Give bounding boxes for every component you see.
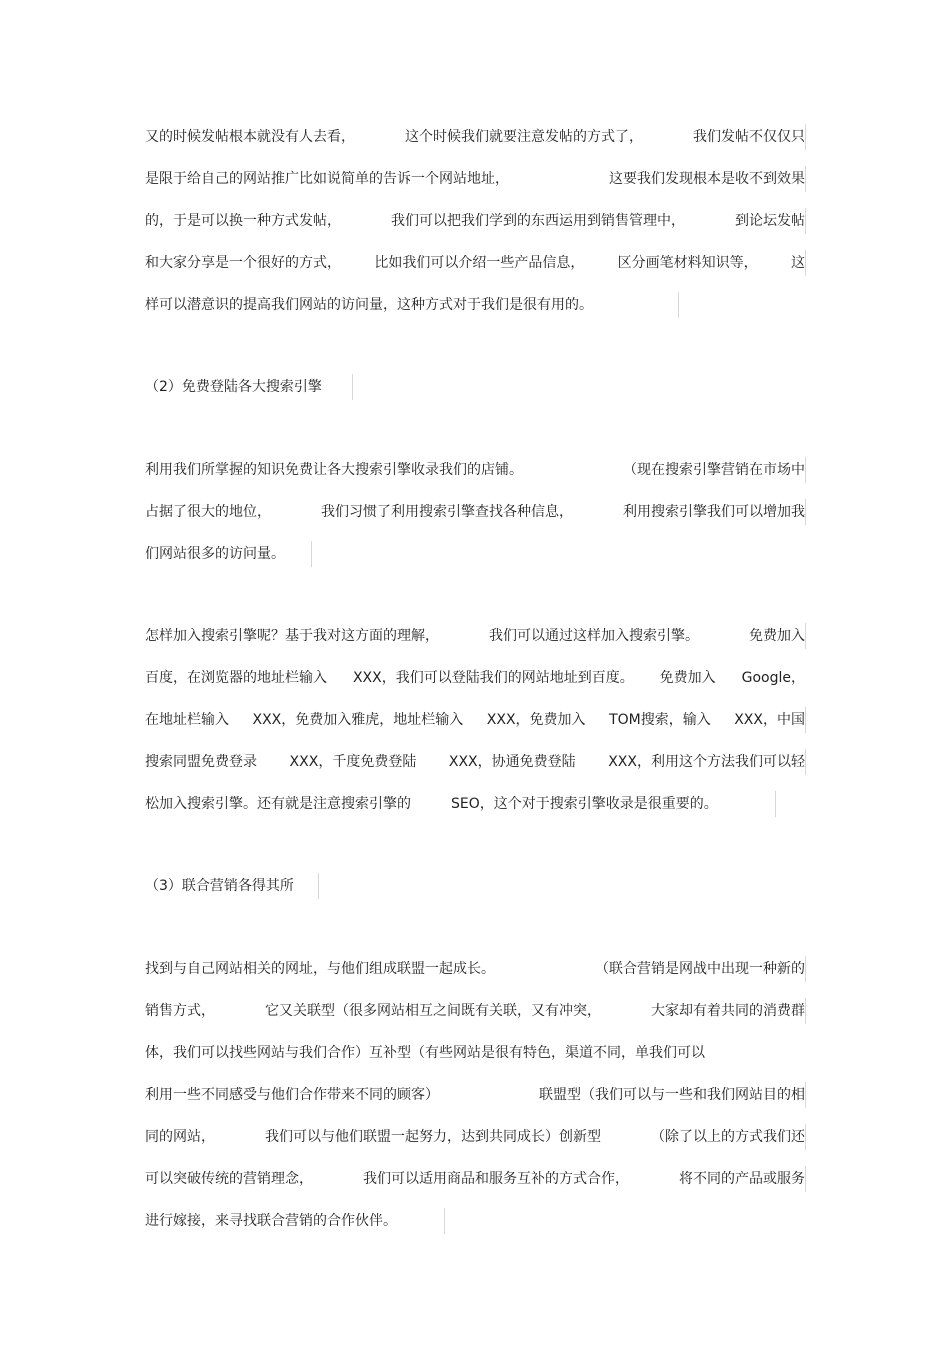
text-segment: 到论坛发帖 bbox=[735, 213, 805, 229]
divider bbox=[318, 873, 319, 899]
paragraph-3-line-4 bbox=[145, 752, 805, 772]
divider bbox=[805, 749, 806, 775]
text-segment: 我们发帖不仅仅只 bbox=[693, 129, 805, 145]
text-segment: 搜索同盟免费登录 bbox=[145, 754, 257, 770]
text-segment: 占据了很大的地位， bbox=[145, 504, 271, 520]
text-segment: XXX，中国 bbox=[734, 712, 805, 728]
text-segment: 松加入搜索引擎。还有就是注意搜索引擎的 bbox=[145, 796, 411, 812]
text-segment: 我们可以把我们学到的东西运用到销售管理中， bbox=[391, 213, 685, 229]
text-segment: （现在搜索引擎营销在市场中 bbox=[623, 462, 805, 478]
text-segment: 和大家分享是一个很好的方式， bbox=[145, 255, 341, 271]
divider bbox=[805, 457, 806, 483]
text-segment: 怎样加入搜索引擎呢？基于我对这方面的理解， bbox=[145, 628, 439, 644]
text-segment: 是限于给自己的网站推广比如说简单的告诉一个网站地址， bbox=[145, 171, 509, 187]
text-segment: 在地址栏输入 bbox=[145, 712, 229, 728]
divider bbox=[444, 1208, 445, 1234]
text-segment: 我们可以适用商品和服务互补的方式合作， bbox=[363, 1171, 629, 1187]
text-segment: 可以突破传统的营销理念， bbox=[145, 1171, 313, 1187]
text-segment: 利用一些不同感受与他们合作带来不同的顾客） bbox=[145, 1087, 439, 1103]
text-segment: 这个时候我们就要注意发帖的方式了， bbox=[405, 129, 643, 145]
text-segment: TOM搜索，输入 bbox=[609, 712, 711, 728]
text-segment: 进行嫁接，来寻找联合营销的合作伙伴。 bbox=[145, 1213, 397, 1229]
text-segment: XXX，我们可以登陆我们的网站地址到百度。 bbox=[352, 670, 634, 686]
text-segment: 我们习惯了利用搜索引擎查找各种信息， bbox=[321, 504, 573, 520]
paragraph-2-line-3 bbox=[145, 544, 805, 564]
text-segment: 体，我们可以找些网站与我们合作）互补型（有些网站是很有特色，渠道不同，单我们可以 bbox=[145, 1045, 705, 1061]
text-segment: 大家却有着共同的消费群 bbox=[651, 1003, 805, 1019]
paragraph-4-line-3 bbox=[145, 1043, 805, 1063]
paragraph-4-line-7 bbox=[145, 1211, 805, 1231]
paragraph-4-line-2 bbox=[145, 1001, 805, 1021]
text-segment: XXX，免费加入雅虎，地址栏输入 bbox=[252, 712, 464, 728]
text-segment: 百度，在浏览器的地址栏输入 bbox=[145, 670, 327, 686]
paragraph-4-line-4 bbox=[145, 1085, 805, 1105]
text-segment: 它又关联型（很多网站相互之间既有关联，又有冲突， bbox=[265, 1003, 601, 1019]
text-segment: 利用我们所掌握的知识免费让各大搜索引擎收录我们的店铺。 bbox=[145, 462, 523, 478]
divider bbox=[805, 208, 806, 234]
text-segment: 们网站很多的访问量。 bbox=[145, 546, 285, 562]
text-segment: 我们可以与他们联盟一起努力，达到共同成长）创新型 bbox=[265, 1129, 601, 1145]
paragraph-2-line-2 bbox=[145, 502, 805, 522]
paragraph-4-line-5 bbox=[145, 1127, 805, 1147]
paragraph-1-line-1 bbox=[145, 127, 805, 147]
text-segment: XXX，协通免费登陆 bbox=[448, 754, 576, 770]
text-segment: 同的网站， bbox=[145, 1129, 215, 1145]
paragraph-1-line-4 bbox=[145, 253, 805, 273]
text-segment: 我们可以通过这样加入搜索引擎。 bbox=[489, 628, 699, 644]
text-segment: 样可以潜意识的提高我们网站的访问量，这种方式对于我们是很有用的。 bbox=[145, 297, 593, 313]
divider bbox=[805, 166, 806, 192]
paragraph-3-line-5 bbox=[145, 794, 805, 814]
section-heading-2: （2）免费登陆各大搜索引擎 bbox=[145, 379, 322, 395]
text-segment: 免费加入 bbox=[659, 670, 716, 686]
divider bbox=[311, 541, 312, 567]
text-segment: 又的时候发帖根本就没有人去看， bbox=[145, 129, 355, 145]
divider bbox=[805, 1124, 806, 1150]
divider bbox=[805, 707, 806, 733]
text-segment: 比如我们可以介绍一些产品信息， bbox=[374, 255, 585, 271]
divider bbox=[352, 374, 353, 400]
text-segment: SEO，这个对于搜索引擎收录是很重要的。 bbox=[451, 796, 718, 812]
text-segment: 利用搜索引擎我们可以增加我 bbox=[623, 504, 805, 520]
text-segment: 将不同的产品或服务 bbox=[679, 1171, 805, 1187]
paragraph-3-line-2 bbox=[145, 668, 805, 688]
section-heading-3: （3）联合营销各得其所 bbox=[145, 878, 294, 894]
paragraph-3-line-3 bbox=[145, 710, 805, 730]
paragraph-3-line-1 bbox=[145, 626, 805, 646]
text-segment: 的，于是可以换一种方式发帖， bbox=[145, 213, 341, 229]
text-segment: 免费加入 bbox=[749, 628, 805, 644]
divider bbox=[805, 250, 806, 276]
paragraph-1-line-3 bbox=[145, 211, 805, 231]
text-segment: （除了以上的方式我们还 bbox=[651, 1129, 805, 1145]
text-segment: XXX，利用这个方法我们可以轻 bbox=[608, 754, 805, 770]
paragraph-1-line-2 bbox=[145, 169, 805, 189]
divider bbox=[805, 623, 806, 649]
divider bbox=[678, 292, 679, 318]
text-segment: （联合营销是网战中出现一种新的 bbox=[595, 961, 805, 977]
text-segment: Google， bbox=[741, 670, 805, 686]
text-segment: XXX，千度免费登陆 bbox=[289, 754, 417, 770]
paragraph-4-line-6 bbox=[145, 1169, 805, 1189]
text-segment: 找到与自己网站相关的网址，与他们组成联盟一起成长。 bbox=[145, 961, 495, 977]
paragraph-4-line-1 bbox=[145, 959, 805, 979]
divider bbox=[805, 1082, 806, 1108]
text-segment: XXX，免费加入 bbox=[486, 712, 586, 728]
divider bbox=[805, 499, 806, 525]
paragraph-2-line-1 bbox=[145, 460, 805, 480]
divider bbox=[775, 791, 776, 817]
text-segment: 这 bbox=[790, 255, 805, 271]
text-segment: 这要我们发现根本是收不到效果 bbox=[609, 171, 805, 187]
text-segment: 区分画笔材料知识等， bbox=[617, 255, 758, 271]
text-segment: 销售方式， bbox=[145, 1003, 215, 1019]
text-segment: 联盟型（我们可以与一些和我们网站目的相 bbox=[539, 1087, 805, 1103]
paragraph-1-line-5 bbox=[145, 295, 805, 315]
divider bbox=[805, 956, 806, 982]
divider bbox=[805, 124, 806, 150]
divider bbox=[805, 1166, 806, 1192]
divider bbox=[805, 998, 806, 1024]
